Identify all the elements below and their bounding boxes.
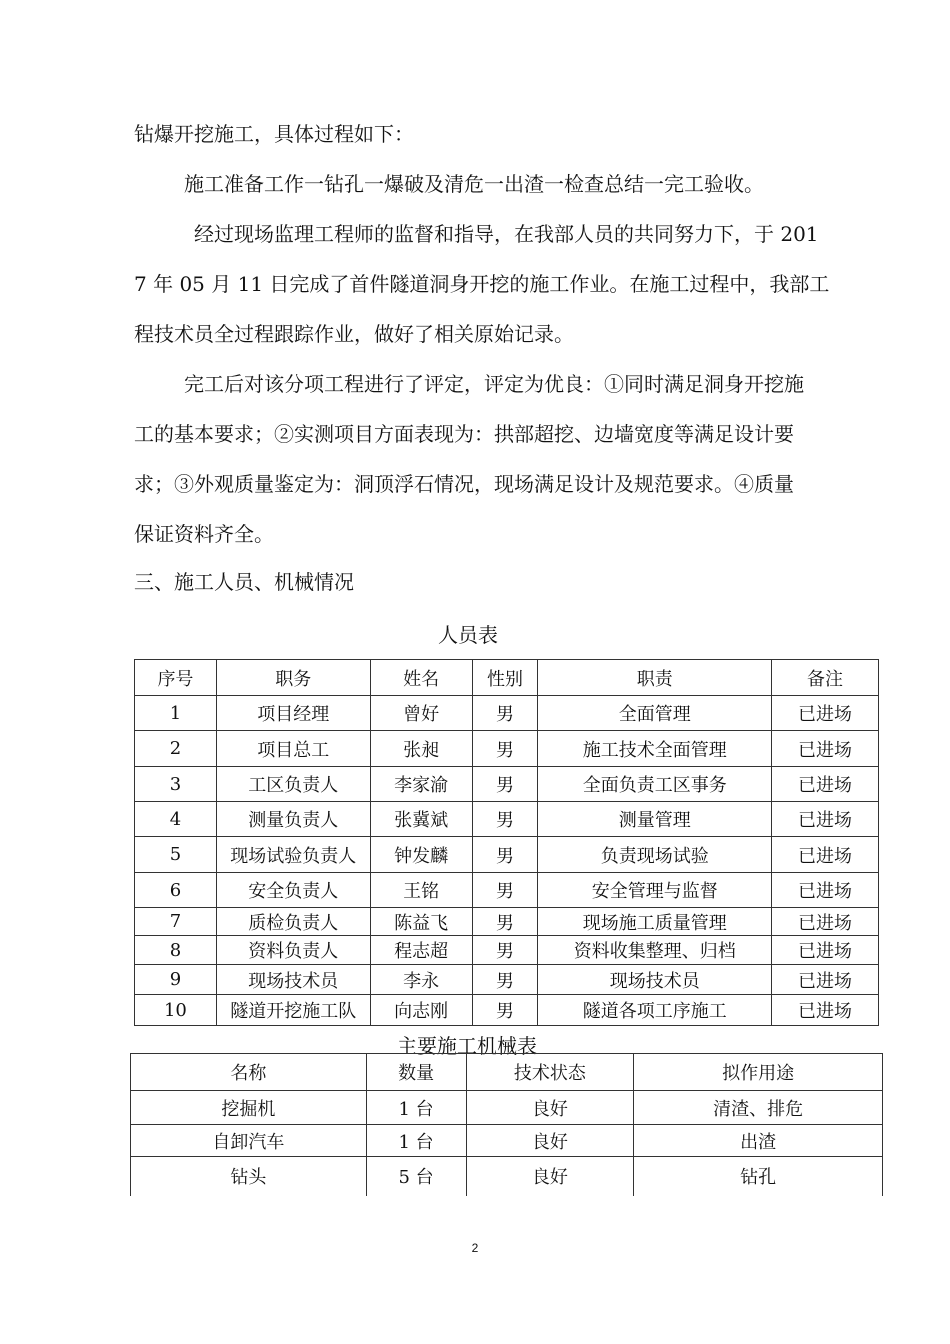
table-cell: 1 台 [366,1125,466,1157]
table-cell: 现场试验负责人 [216,837,370,873]
table-cell: 已进场 [772,965,879,995]
table-row [131,1125,883,1157]
table-cell: 全面负责工区事务 [538,767,772,802]
table-cell: 男 [472,965,538,995]
table-cell: 现场技术员 [538,965,772,995]
table-cell: 良好 [466,1091,634,1125]
header-cell: 数量 [366,1054,466,1091]
table-cell: 已进场 [772,873,879,908]
table-cell: 已进场 [772,802,879,837]
table-cell: 男 [472,696,538,731]
header-cell: 性别 [472,660,538,696]
paragraph-line: 工的基本要求；②实测项目方面表现为：拱部超挖、边墙宽度等满足设计要 [134,422,794,446]
table-row [135,837,879,873]
table-cell: 李永 [370,965,472,995]
table-cell: 负责现场试验 [538,837,772,873]
table-row [131,1091,883,1125]
machinery-table [130,1053,883,1196]
table-row [135,873,879,908]
table-cell: 已进场 [772,696,879,731]
table-cell: 已进场 [772,731,879,767]
table-cell: 张冀斌 [370,802,472,837]
table-cell: 10 [135,995,217,1026]
table-cell: 张昶 [370,731,472,767]
table-row [135,802,879,837]
table-cell: 挖掘机 [131,1091,367,1125]
table-cell: 5 台 [366,1157,466,1196]
table-cell: 隧道开挖施工队 [216,995,370,1026]
table-cell: 良好 [466,1157,634,1196]
paragraph-line: 保证资料齐全。 [134,522,274,546]
table-cell: 全面管理 [538,696,772,731]
table-cell: 8 [135,936,217,965]
table-cell: 王铭 [370,873,472,908]
table-cell: 出渣 [634,1125,883,1157]
table-cell: 4 [135,802,217,837]
table-row [135,767,879,802]
header-cell: 职责 [538,660,772,696]
paragraph-line: 施工准备工作一钻孔一爆破及清危一出渣一检查总结一完工验收。 [184,172,764,196]
header-cell: 姓名 [370,660,472,696]
paragraph-line: 完工后对该分项工程进行了评定，评定为优良：①同时满足洞身开挖施 [184,372,804,396]
table-cell: 男 [472,731,538,767]
personnel-table-title: 人员表 [438,623,498,647]
paragraph-line: 7 年 05 月 11 日完成了首件隧道洞身开挖的施工作业。在施工过程中，我部工 [134,272,830,296]
table-row [135,995,879,1026]
table-cell: 施工技术全面管理 [538,731,772,767]
paragraph-line: 钻爆开挖施工，具体过程如下： [134,122,414,146]
table-row [135,965,879,995]
table-cell: 9 [135,965,217,995]
table-cell: 工区负责人 [216,767,370,802]
table-cell: 现场施工质量管理 [538,908,772,936]
table-row [131,1157,883,1196]
table-cell: 清渣、排危 [634,1091,883,1125]
section-heading: 三、施工人员、机械情况 [134,570,354,594]
table-cell: 已进场 [772,837,879,873]
table-row [135,696,879,731]
table-cell: 李家渝 [370,767,472,802]
table-cell: 钻头 [131,1157,367,1196]
table-cell: 男 [472,837,538,873]
table-cell: 项目经理 [216,696,370,731]
table-cell: 自卸汽车 [131,1125,367,1157]
table-cell: 资料收集整理、归档 [538,936,772,965]
table-cell: 现场技术员 [216,965,370,995]
table-cell: 安全负责人 [216,873,370,908]
table-cell: 质检负责人 [216,908,370,936]
header-cell: 序号 [135,660,217,696]
table-cell: 测量负责人 [216,802,370,837]
table-cell: 项目总工 [216,731,370,767]
table-cell: 向志刚 [370,995,472,1026]
header-cell: 技术状态 [466,1054,634,1091]
table-cell: 隧道各项工序施工 [538,995,772,1026]
table-cell: 男 [472,767,538,802]
table-cell: 5 [135,837,217,873]
personnel-table [134,659,879,1026]
table-cell: 1 [135,696,217,731]
header-cell: 名称 [131,1054,367,1091]
table-cell: 男 [472,995,538,1026]
table-cell: 陈益飞 [370,908,472,936]
table-cell: 钻孔 [634,1157,883,1196]
header-cell: 备注 [772,660,879,696]
table-header-row [131,1054,883,1091]
table-cell: 已进场 [772,995,879,1026]
table-cell: 3 [135,767,217,802]
machinery-table-title: 主要施工机械表 [397,1034,537,1058]
table-row [135,936,879,965]
table-cell: 男 [472,802,538,837]
table-cell: 测量管理 [538,802,772,837]
table-cell: 6 [135,873,217,908]
table-cell: 1 台 [366,1091,466,1125]
paragraph-line: 求；③外观质量鉴定为：洞顶浮石情况，现场满足设计及规范要求。④质量 [134,472,794,496]
page-number: 2 [471,1241,479,1255]
paragraph-line: 经过现场监理工程师的监督和指导，在我部人员的共同努力下，于 201 [194,222,819,246]
table-cell: 钟发麟 [370,837,472,873]
table-cell: 已进场 [772,767,879,802]
table-cell: 7 [135,908,217,936]
table-cell: 已进场 [772,936,879,965]
table-cell: 男 [472,873,538,908]
table-cell: 资料负责人 [216,936,370,965]
table-cell: 男 [472,936,538,965]
paragraph-line: 程技术员全过程跟踪作业，做好了相关原始记录。 [134,322,574,346]
table-header-row [135,660,879,696]
table-row [135,908,879,936]
table-cell: 曾好 [370,696,472,731]
table-cell: 良好 [466,1125,634,1157]
table-cell: 程志超 [370,936,472,965]
header-cell: 拟作用途 [634,1054,883,1091]
table-cell: 安全管理与监督 [538,873,772,908]
table-cell: 已进场 [772,908,879,936]
header-cell: 职务 [216,660,370,696]
table-row [135,731,879,767]
table-cell: 2 [135,731,217,767]
table-cell: 男 [472,908,538,936]
